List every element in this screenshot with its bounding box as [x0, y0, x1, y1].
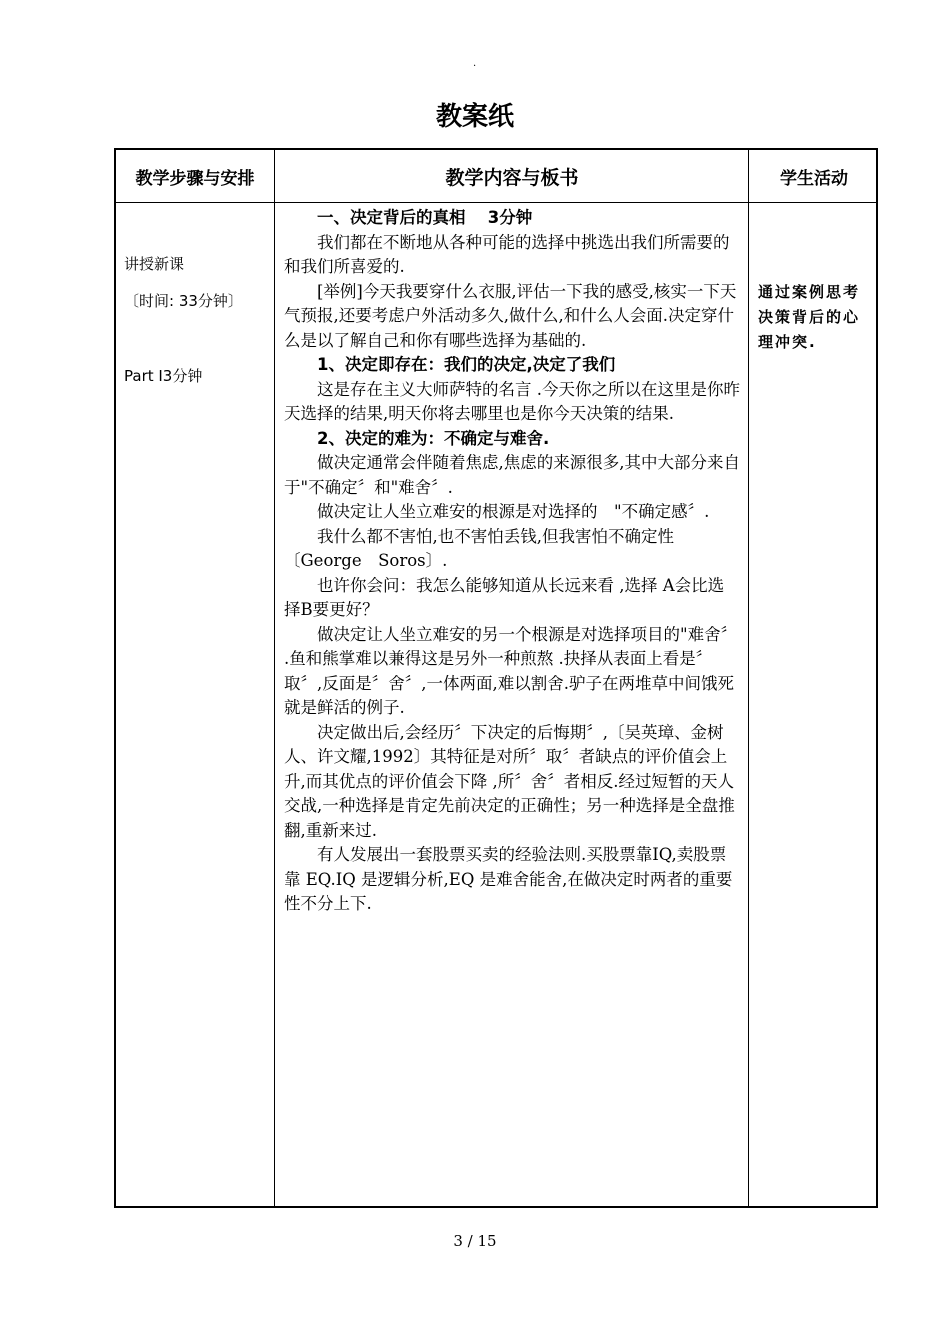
paragraph: 也许你会问：我怎么能够知道从长远来看 ,选择 A会比选择B要更好？ — [284, 575, 725, 619]
paragraph: 做决定让人坐立难安的另一个根源是对选择项目的"难舍〞 .鱼和熊掌难以兼得这是另外一种煎熬 .抉择从表面上看是〞取〞,反面是〞舍〞,一体两面,难以割舍.驴子在两堆草中间饿死就是鲜活的例子. — [284, 624, 738, 717]
page-mark: . — [473, 58, 477, 69]
column-divider — [748, 150, 749, 1206]
student-activity: 通过案例思考决策背后的心理冲突. — [758, 283, 861, 351]
page-number: 3 / 15 — [453, 1232, 497, 1250]
header-activity: 学生活动 — [780, 168, 848, 189]
paragraph: 我们都在不断地从各种可能的选择中挑选出我们所需要的和我们所喜爱的. — [284, 232, 730, 276]
paragraph: 我什么都不害怕,也不害怕丢钱,但我害怕不确定性〔George Soros〕. — [284, 526, 674, 570]
lesson-label: 讲授新课 — [124, 255, 185, 273]
header-divider — [116, 202, 876, 203]
paragraph: 做决定让人坐立难安的根源是对选择的 "不确定感〞. — [317, 502, 710, 521]
paragraph: 这是存在主义大师萨特的名言 .今天你之所以在这里是你昨天选择的结果,明天你将去哪里也是你今天决策的结果. — [284, 379, 740, 423]
part-label: Part Ⅰ3分钟 — [124, 367, 203, 385]
header-content: 教学内容与板书 — [445, 166, 579, 189]
section-heading: 一、决定背后的真相 3分钟 — [317, 208, 533, 227]
paragraph: 有人发展出一套股票买卖的经验法则.买股票靠IQ,卖股票靠 EQ.IQ 是逻辑分析,EQ 是难舍能舍,在做决定时两者的重要性不分上下. — [284, 845, 733, 913]
subheading: 1、决定即存在：我们的决定,决定了我们 — [317, 355, 616, 374]
paragraph: 做决定通常会伴随着焦虑,焦虑的来源很多,其中大部分来自于"不确定〞和"难舍〞. — [284, 453, 740, 497]
page-title: 教案纸 — [435, 102, 514, 132]
paragraph: 决定做出后,会经历〞下决定的后悔期〞,〔吴英璋、金树人、许文耀,1992〕其特征是对所〞取〞者缺点的评价值会上升,而其优点的评价值会下降 ,所〞舍〞者相反.经过短暂的天人交战,一种选择是肯定先前决定的正确性；另一种选择是全盘推翻,重新来过. — [284, 722, 735, 840]
paragraph: [举例]今天我要穿什么衣服,评估一下我的感受,核实一下天气预报,还要考虑户外活动多久,做什么,和什么人会面.决定穿什么是以了解自己和你有哪些选择为基础的. — [284, 281, 737, 350]
header-steps: 教学步骤与安排 — [135, 168, 255, 189]
lesson-content — [284, 206, 740, 917]
subheading: 2、决定的难为：不确定与难舍. — [317, 428, 550, 448]
lesson-plan-table — [114, 148, 878, 1208]
time-label: 〔时间: 33分钟〕 — [124, 292, 243, 310]
column-divider — [274, 150, 275, 1206]
